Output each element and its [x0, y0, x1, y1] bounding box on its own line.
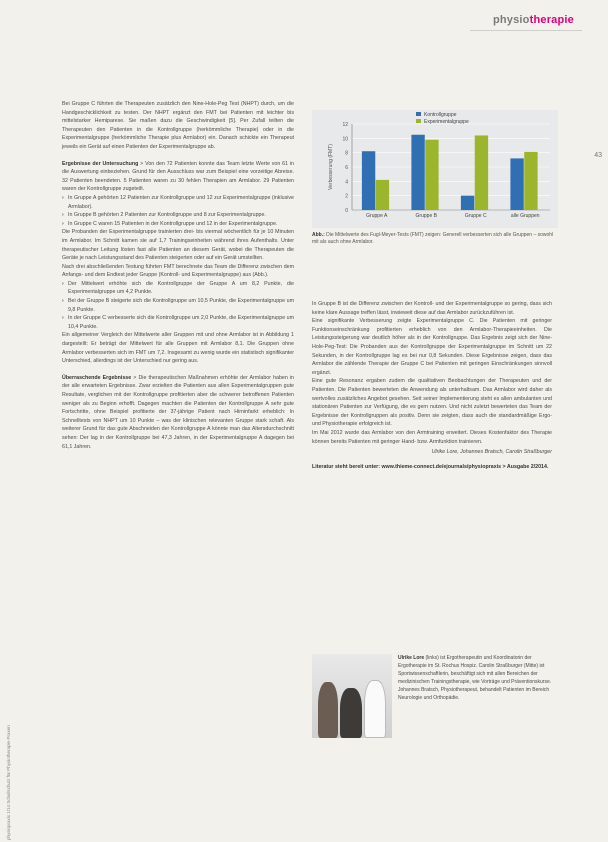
list-item: › In Gruppe C waren 15 Patienten in der Kontrollgruppe und 12 in der Experimentalgruppe.	[62, 220, 294, 229]
author-bio-text: (links) ist Ergotherapeutin und Koordinatorin der Ergotherapie im St. Rochus Hospiz. Carolin Straßburger (Mitte) ist Sportwissenschaftlerin, beschäftigt sich mit allen Bereichen der medizinischen Trainingstherapie, wie Vorträge und Präventionskurse. Johannes Bratsch, Physiotherapeut, behandelt Patienten im Bereich Neurologie und Orthopädie.	[398, 655, 552, 701]
legend-label: Experimentalgruppe	[424, 119, 469, 125]
section2-heading: Überraschende Ergebnisse	[62, 374, 132, 381]
x-tick-label: Gruppe A	[366, 213, 388, 219]
legend-label: Kontrollgruppe	[424, 112, 457, 118]
list-item: › In der Gruppe C verbesserte sich die Kontrollgruppe um 2,0 Punkte, die Experimentalgruppe um 10,4 Punkte.	[62, 314, 294, 331]
section2-paragraph	[62, 374, 294, 451]
literature-link[interactable]: Literatur steht bereit unter: www.thieme-connect.de/ejournals/physiopraxis > Ausgabe 2/2014.	[312, 463, 549, 470]
authors-photo	[312, 654, 392, 738]
bar	[510, 158, 523, 210]
caption-text: Die Mittelwerte des Fugl-Meyer-Tests (FMT) zeigen: Generell verbesserten sich alle Gruppen – sowohl mit als auch ohne Armlabor.	[312, 232, 554, 245]
bar	[376, 180, 389, 210]
chart-svg	[312, 110, 558, 228]
list-item: › Der Mittelwert erhöhte sich die Kontrollgruppe der Gruppe A um 8,2 Punkte, die Experimentalgruppe um 4,2 Punkte.	[62, 280, 294, 297]
list-item: › Bei der Gruppe B steigerte sich die Kontrollgruppe um 10,5 Punkte, die Experimentalgruppe um 9,8 Punkte.	[62, 297, 294, 314]
intro-paragraph: Bei Gruppe C führten die Therapeuten zusätzlich den Nine-Hole-Peg Test (NHPT) durch, um die Handgeschicklichkeit zu testen. Der NHPT ergänzt den FMT bei Patienten mit leichter bis mittelstarker Hemiparese. Sie maßen dazu die Geschwindigkeit [5]. Per Zufall teilten die Therapeuten den Patienten in die Kontrollgruppe (herkömmliche Therapie) oder in die Experimentalgruppe (herkömmliche Therapie plus Armlabor) ein. Danach schickte ein Therapeut jeweils ein Gerät auf einen Patienten der Experimentalgruppe ab.	[62, 101, 294, 150]
bar-chart	[312, 110, 558, 228]
x-tick-label: Gruppe B	[415, 213, 437, 219]
y-tick-label: 8	[345, 150, 348, 157]
author-bio	[398, 654, 556, 702]
list-item: › In Gruppe B gehörten 2 Patienten zur Kontrollgruppe und 8 zur Experimentalgruppe.	[62, 211, 294, 220]
right-column	[312, 300, 552, 471]
paragraph: Eine gute Resonanz ergaben zudem die qualitativen Beobachtungen der Therapeuten und der Patienten. Die Patienten bewerteten die Anwendung als unterhaltsam. Das Armlabor wird daher als wertvolles zusätzliches Angebot gesehen. Seit seiner Implementierung steht es allen ambulanten und stationären Patienten zur Verfügung, die es gern nutzen. Und nicht zuletzt bewerteten das Team der Ergebnisse der Kontrollgruppen als positiv. Denn sie zeigten, dass auch die standardmäßige Ergo- und Physiotherapie erfolgreich ist.	[312, 378, 552, 428]
brand-part-2: therapie	[529, 14, 574, 26]
section1-heading: Ergebnisse der Untersuchung	[62, 160, 139, 167]
paragraph: In Gruppe B ist die Differenz zwischen der Kontroll- und der Experimentalgruppe so gering, dass sich keine klare Aussage treffen lässt, inwieweit diese auf das Armlabor zurückzuführen ist.	[312, 301, 552, 316]
y-tick-label: 4	[345, 179, 348, 186]
bullets2-list	[62, 280, 294, 332]
bar	[411, 135, 424, 210]
section2-text: > Die therapeutischen Maßnahmen erhöhte der Armlabor haben in der alle erwarteten Ergebnisse. Zwar erzielten die Patienten aus allen Experimentalgruppen gute Resultate, verglichen mit der Kontrollgruppe profitierten aber die schwerer betroffenen Patienten weniger als zu Beginn erhofft. Dagegen machten die Patienten der Kontrollgruppe A sehr gute Fortschritte, ohne Beispiel profitierte der 37-jährige Patient nach Hirninfarkt erheblich: In Schnelltests von NHPT um 10 Punkte – was der klinischen relevanten Gruppe stark schaft. Als weiterer Grund für das gute Abschneiden der Kontrollgruppe A könnte man das Altersdurchschnitt sehen: Der lag in der Kontrollgruppe bei 47,3 Jahren, in der Experimentalgruppe A dagegen bei 61,1 Jahren.	[62, 374, 295, 450]
x-tick-label: Gruppe C	[464, 213, 487, 219]
x-tick-label: alle Gruppen	[510, 213, 540, 219]
page-number: 43	[594, 152, 602, 159]
side-meta: physiopraxis 1/14 Schallschutz für Physiotherapie-Praxen	[6, 725, 11, 840]
paragraph: Die Probanden der Experimentalgruppe trainierten drei- bis viermal wöchentlich für je 10 Minuten im Armlabor. Im Schnitt kamen sie auf 1,7 Trainingseinheiten während ihres Aufenthalts. Unter therapeutischer Leitung lösten fast alle Patienten an diesem Gerät, wobei die Therapeuten die Geräte je nach Leistungsstand des Patienten steigerten oder auf ein Gerät umstellten.	[62, 229, 294, 262]
y-tick-label: 10	[342, 136, 348, 143]
y-tick-label: 12	[342, 122, 348, 128]
paragraph: Ein allgemeiner Vergleich der Mittelwerte aller Gruppen mit und ohne Armlabor ist in Abbildung 1 dargestellt: Er beträgt der Mittelwert für alle Gruppen mit Armlabor 8,1. Die Gruppen ohne Armlabor verbesserten sich im FMT um 7,2. Insgesamt zu wenig wurde ein statistisch signifikanter Unterschied, allerdings ist der Unterschied nur gering aus.	[62, 332, 294, 365]
bar	[461, 196, 474, 210]
legend-swatch	[416, 119, 421, 123]
figure-caption	[312, 232, 556, 246]
left-column	[62, 100, 294, 451]
paragraph: Eine signifikante Verbesserung zeigte Experimentalgruppe C. Die Patienten mit geringer Funktionseinschränkung profitierten erheblich von den Armlabor-Therapieeinheiten. Die Leistungssteigerung war deutlich höher als in der Kontrollgruppe. Das Ergebnis zeigt sich der Nine-Hole-Peg-Test: Die Probanden aus der Kontrollgruppe der Experimentalgruppe im Schnitt um 22 Sekunden, in der Kontrollgruppe lag es bei nur 0,8 Sekunden. Diese Ergebnisse zeigen, dass das Armlabor die zählende Therapie der Gruppe C bei Patienten mit geringen Einschränkungen sinnvoll ergänzt.	[312, 318, 552, 376]
paragraph: Nach drei abschließenden Testung führten FMT berechnete das Team die Differenz zwischen dem Anfangs- und dem Endtest jeder Gruppe (Kontroll- und Experimentalgruppe) aus (Abb.).	[62, 263, 294, 279]
author-name: Ulrike Lore	[398, 655, 425, 661]
y-axis-label: Verbesserung (FMT)	[328, 144, 334, 190]
y-tick-label: 2	[345, 193, 348, 200]
section1-paragraph	[62, 160, 294, 194]
section-brand	[493, 14, 574, 26]
section1-text: > Von den 72 Patienten konnte das Team letzte Werte von 61 in die Auswertung einbeziehen. Grund für den Ausschluss war zum Beispiel eine vorzeitige Abreise. 32 Patienten beendeten. 5 Patienten waren zu 30 fehlen Therapien am Armlabor. 29 Patienten waren der Kontrollgruppe zugeteilt.	[62, 160, 294, 193]
bar	[524, 152, 537, 210]
bullets1-list	[62, 194, 294, 228]
bar	[362, 151, 375, 210]
y-tick-label: 6	[345, 165, 348, 171]
bar	[475, 135, 488, 210]
paragraph: Im Mai 2012 wurde das Armlabor von den Armtraining erweitert. Dieses Kostenfaktor des Therapie können bereits Patienten mit geringer Hand- bzw. Armfunktion trainieren.	[312, 429, 552, 445]
brand-part-1: physio	[492, 14, 530, 26]
caption-label: Abb.:	[312, 232, 325, 238]
list-item: › In Gruppe A gehörten 12 Patienten zur Kontrollgruppe und 12 zur Experimentalgruppe (inklusive Armlabor).	[62, 194, 294, 211]
bar	[425, 140, 438, 210]
y-tick-label: 0	[345, 208, 348, 214]
author-signature: Ulrike Lore, Johannes Bratsch, Carolin Straßburger	[431, 449, 552, 456]
header-rule	[470, 30, 582, 31]
legend-swatch	[416, 112, 421, 116]
